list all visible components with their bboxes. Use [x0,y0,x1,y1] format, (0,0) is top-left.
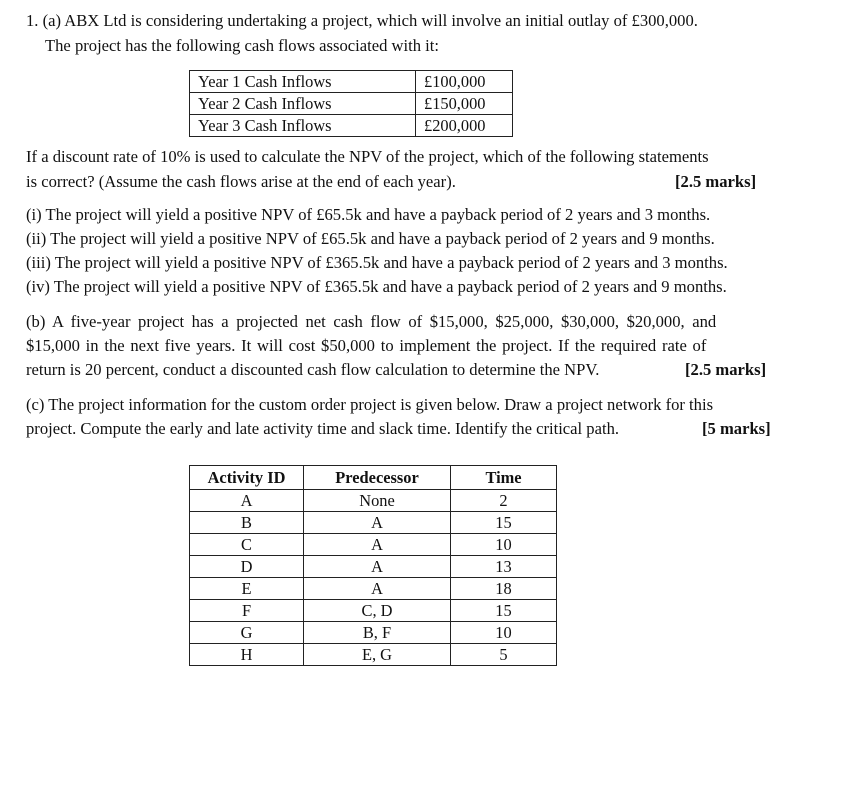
table-header-row [190,466,557,490]
time-cell: 5 [451,644,557,666]
option-i: (i) The project will yield a positive NPV of £65.5k and have a payback period of 2 years and 3 months. [26,205,711,224]
predecessor-cell: None [304,490,451,512]
predecessor-cell: E, G [304,644,451,666]
cash-flow-table [189,70,513,137]
cash-flow-value: £150,000 [416,93,513,115]
part-c-marks: [5 marks] [702,419,771,438]
option-iii: (iii) The project will yield a positive NPV of £365.5k and have a payback period of 2 years and 3 months. [26,253,728,272]
npv-question-marks: [2.5 marks] [675,172,757,191]
part-c-line-1: (c) The project information for the custom order project is given below. Draw a project network for this [26,395,714,414]
activity-id-cell: F [190,600,304,622]
activity-id-cell: A [190,490,304,512]
part-a-intro-line-2: The project has the following cash flows associated with it: [45,36,440,55]
part-a-intro-line-1: 1. (a) ABX Ltd is considering undertaking a project, which will involve an initial outlay of £300,000. [26,11,698,30]
predecessor-cell: A [304,578,451,600]
time-cell: 13 [451,556,557,578]
column-header-predecessor: Predecessor [304,466,451,490]
predecessor-cell: A [304,512,451,534]
table-row [190,644,557,666]
predecessor-cell: C, D [304,600,451,622]
part-c-line-2: project. Compute the early and late activity time and slack time. Identify the critical path. [26,419,620,438]
part-b-line-1: (b) A five-year project has a projected net cash flow of $15,000, $25,000, $30,000, $20,000, and [26,312,717,331]
table-row [190,71,513,93]
column-header-time: Time [451,466,557,490]
cash-flow-label: Year 2 Cash Inflows [190,93,416,115]
table-row [190,534,557,556]
part-b-line-3: return is 20 percent, conduct a discounted cash flow calculation to determine the NPV. [26,360,600,379]
npv-question-line-2: is correct? (Assume the cash flows arise at the end of each year). [26,172,456,191]
cash-flow-label: Year 1 Cash Inflows [190,71,416,93]
option-ii: (ii) The project will yield a positive NPV of £65.5k and have a payback period of 2 years and 9 months. [26,229,715,248]
activity-table [189,465,557,666]
part-b-line-2: $15,000 in the next five years. It will cost $50,000 to implement the project. If the required rate of [26,336,707,355]
activity-id-cell: B [190,512,304,534]
activity-id-cell: H [190,644,304,666]
table-row [190,115,513,137]
table-row [190,622,557,644]
table-row [190,490,557,512]
predecessor-cell: A [304,556,451,578]
table-row [190,556,557,578]
activity-id-cell: G [190,622,304,644]
activity-id-cell: C [190,534,304,556]
predecessor-cell: A [304,534,451,556]
activity-id-cell: D [190,556,304,578]
part-b-marks: [2.5 marks] [685,360,767,379]
npv-question-line-1: If a discount rate of 10% is used to calculate the NPV of the project, which of the following statements [26,147,709,166]
column-header-activity-id: Activity ID [190,466,304,490]
table-row [190,93,513,115]
cash-flow-value: £200,000 [416,115,513,137]
predecessor-cell: B, F [304,622,451,644]
time-cell: 10 [451,534,557,556]
time-cell: 2 [451,490,557,512]
cash-flow-value: £100,000 [416,71,513,93]
time-cell: 10 [451,622,557,644]
time-cell: 18 [451,578,557,600]
cash-flow-label: Year 3 Cash Inflows [190,115,416,137]
time-cell: 15 [451,512,557,534]
option-iv: (iv) The project will yield a positive NPV of £365.5k and have a payback period of 2 years and 9 months. [26,277,727,296]
table-row [190,578,557,600]
table-row [190,512,557,534]
activity-id-cell: E [190,578,304,600]
time-cell: 15 [451,600,557,622]
table-row [190,600,557,622]
